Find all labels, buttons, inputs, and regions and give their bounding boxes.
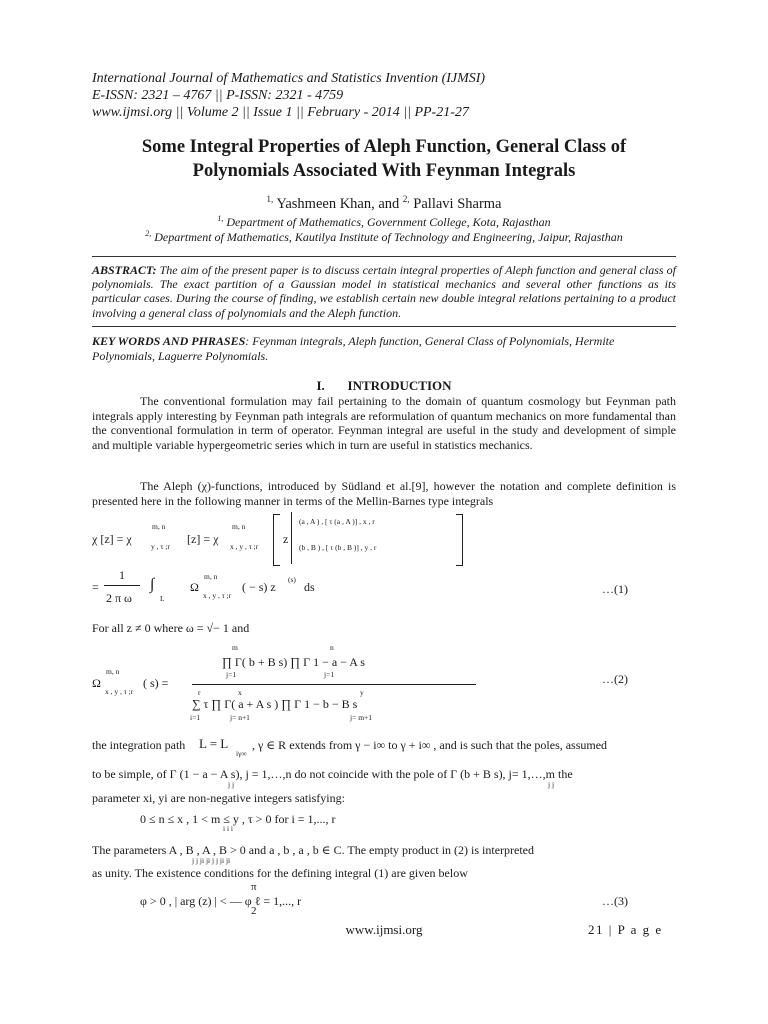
author1-mark: 1, — [266, 194, 274, 204]
title-line-2: Polynomials Associated With Feynman Integrals — [192, 161, 576, 181]
aff1-text: Department of Mathematics, Government College, Kota, Rajasthan — [226, 215, 551, 229]
poles-line: to be simple, of Γ (1 − a − A s), j = 1,…,n do not coincide with the pole of Γ (b + B s), j= 1,…,m the — [92, 767, 573, 781]
section-number: I. — [316, 378, 325, 393]
path-text-a: the integration path — [92, 738, 186, 752]
footer-page-number: 21 | P a g e — [588, 922, 663, 937]
abstract — [92, 263, 676, 320]
paper-page: International Journal of Mathematics and Statistics Invention (IJMSI) E-ISSN: 2321 – 4767 || P-ISSN: 2321 - 4759 www.ijmsi.org || Volume 2 || Issue 1 || February - 2014 || PP-21-27 Some Integral Properties of Aleph Function, General Class of Polynomials Associated With Feynman Integrals $^{1,}$ Yashmeen Khan, and $^{2,}$ Pallavi Sharma $^{1,}$ Department of Mathematics, Government College, Kota, Rajasthan $^{2,}$ Department of Mathematics, Kautilya Institute of Technology and Engineering, Jaipur, Rajasthan ABSTRACT: The aim of the present paper is to discuss certain integral properties of Aleph function and general class of polynomials. The exact partition of a Gaussian model in statistical mechanics and several other functions as its particular cases. During the course of finding, we establish certain new double integral relations pertaining to a product involving a general class of polynomials and the Aleph function. KEY WORDS AND PHRASES: Feynman integrals, Aleph function, General Class of Polynomials, Hermite Polynomials, Laguerre Polynomials. I. INTRODUCTION The conventional formulation may fail pertaining to the domain of quantum cosmology but Feynman path integrals apply interesting by Feynman path integrals are reformulation of quantum mechanics on more fundamental than the conventional formulation in term of operator. Feynman integral are useful in the study and development of simple and multiple variable hypergeometric series which in turn are useful in statistics mechanics. The Aleph (χ)-functions, introduced by Südland et al.[9], however the notation and complete definition is presented here in the following manner in terms of the Mellin-Barnes type integrals χ [z] = χ m, n y , τ ;r [z] = χ m, n x , y , τ ;r z (a , A ) , [ τ (a , A )] , x , r (b , B ) , [ τ (b , B )] , y , r 1 2 π ω = ∫ L Ω m, n x , y , τ ;r ( − s) z (s) ds …(1) For all z ≠ 0 where ω = √− 1 and Ω m, n x , y , τ ;r ( s) = m n ∏ Γ( b + B s) ∏ Γ 1 − a − A s j=1 j=1 r x y ∑ τ ∏ Γ( a + A s ) ∏ Γ 1 − b − B s i=1 j= n+1 j= m+1 …(2) the integration path L = L iγ∞ , γ ∈ R extends from γ − i∞ to γ + i∞ , and is such that the poles, assumed to be simple, of Γ (1 − a − A s), j = 1,…,n do not coincide with the pole of Γ (b + B s), j= 1,…,m the j j j j parameter xi, yi are non-negative integers satisfying: 0 ≤ n ≤ x , 1 < m ≤ y , τ > 0 for i = 1,..., r i i i The parameters A , B , A , B > 0 and a , b , a , b ∈ C. The empty product in (2) is interpreted j j ji ji j j ji ji as unity. The existence conditions for the defining integral (1) are given below φ > 0 , | arg (z) | < — φ ℓ = 1,..., r π 2 …(3) www.ijmsi.org 21 | P a g e — [0, 0, 768, 1024]
affiliation-2 — [0, 229, 768, 245]
author1: Yashmeen Khan, and — [276, 195, 400, 212]
author-list — [0, 194, 768, 213]
section-heading — [0, 378, 768, 394]
footer-url: www.ijmsi.org — [345, 922, 423, 937]
affiliation-1 — [0, 214, 768, 230]
eq3-number: …(3) — [602, 894, 628, 908]
path-text-b: L = L — [199, 736, 229, 751]
title-line-1: Some Integral Properties of Aleph Function, General Class of — [141, 137, 627, 157]
journal-name: International Journal of Mathematics and Statistics Invention (IJMSI) — [92, 71, 486, 86]
eq3-content: φ > 0 , | arg (z) | < — φ ℓ = 1,..., r — [140, 894, 302, 908]
author2: Pallavi Sharma — [413, 195, 502, 212]
journal-issn: E-ISSN: 2321 – 4767 || P-ISSN: 2321 - 4759 — [92, 88, 344, 103]
intro-paragraph-1: The conventional formulation may fail pertaining to the domain of quantum cosmology but Feynman path integrals apply interesting by Feynman path integrals are reformulation of quantum mechanics on more fundamental than the conventional formulation in term of operator. Feynman integral are useful in the study and development of simple and multiple variable hypergeometric series which in turn are useful in statistics mechanics. — [92, 394, 676, 452]
omega-definition: For all z ≠ 0 where ω = √− 1 and — [92, 621, 250, 635]
keywords-text: : Feynman integrals, Aleph function, General Class of Polynomials, Hermite Polynomials, Laguerre Polynomials. — [92, 334, 615, 363]
divider-bottom — [92, 326, 676, 327]
aff2-text: Department of Mathematics, Kautilya Institute of Technology and Engineering, Jaipur, Rajasthan — [154, 230, 623, 244]
parameters-positive-line: The parameters A , B , A , B > 0 and a , b , a , b ∈ C. The empty product in (2) is interpreted — [92, 843, 535, 857]
abstract-text: The aim of the present paper is to discuss certain integral properties of Aleph function and general class of polynomials. The exact partition of a Gaussian model in statistical mechanics and several other functions as its particular cases. During the course of finding, we establish certain new double integral relations pertaining to a product involving a general class of polynomials and the Aleph function. — [92, 263, 676, 320]
parameter-condition: 0 ≤ n ≤ x , 1 < m ≤ y , τ > 0 for i = 1,..., r — [140, 812, 336, 826]
eq2-number: …(2) — [602, 672, 628, 686]
parameters-line: parameter xi, yi are non-negative integers satisfying: — [92, 791, 345, 805]
eq1-number: …(1) — [602, 582, 628, 596]
aff1-mark: 1, — [217, 214, 224, 223]
paper-title — [60, 135, 708, 183]
keywords-label: KEY WORDS AND PHRASES — [92, 334, 246, 348]
keywords — [92, 334, 676, 363]
author2-mark: 2, — [402, 194, 410, 204]
divider-top — [92, 256, 676, 257]
section-title: INTRODUCTION — [347, 378, 452, 393]
abstract-label: ABSTRACT: — [92, 263, 157, 277]
path-text-c: , γ ∈ R extends from γ − i∞ to γ + i∞ , and is such that the poles, assumed — [252, 738, 608, 752]
aff2-mark: 2, — [145, 229, 152, 238]
existence-line: as unity. The existence conditions for the defining integral (1) are given below — [92, 866, 468, 880]
journal-volume: www.ijmsi.org || Volume 2 || Issue 1 || February - 2014 || PP-21-27 — [92, 105, 469, 120]
intro-paragraph-2: The Aleph (χ)-functions, introduced by Südland et al.[9], however the notation and complete definition is presented here in the following manner in terms of the Mellin-Barnes type integrals — [92, 479, 676, 508]
